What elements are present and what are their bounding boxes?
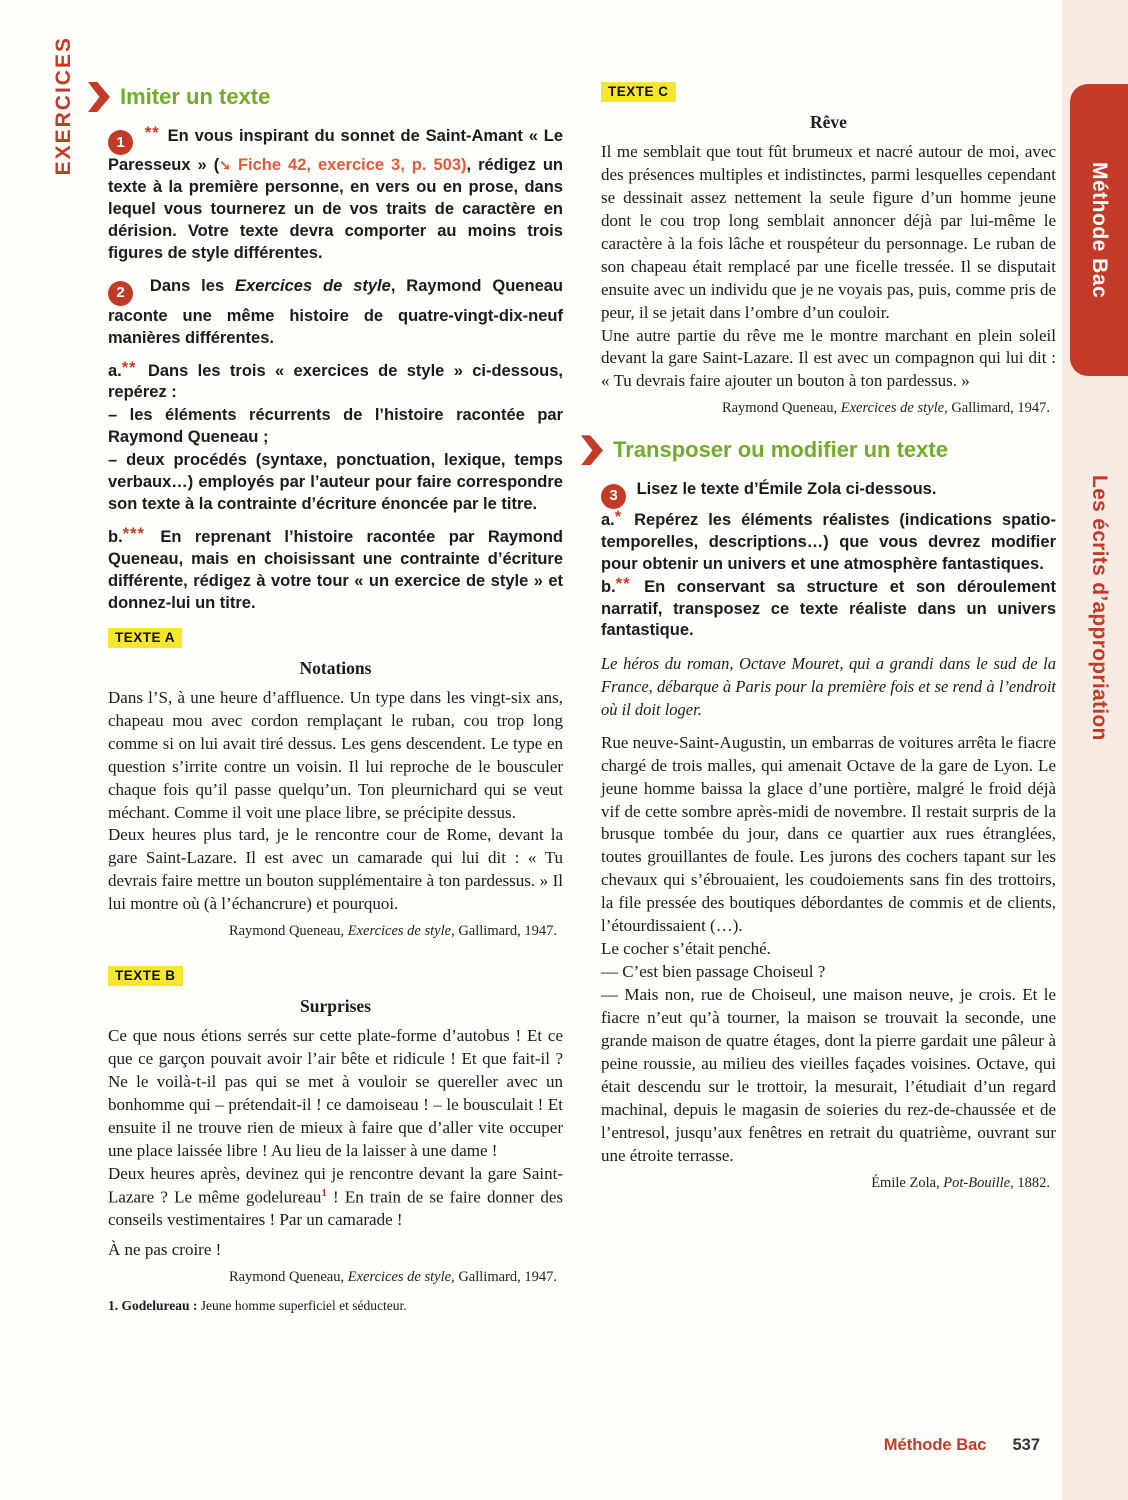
exercise-3a [601, 507, 1056, 576]
difficulty-stars: ** [121, 358, 137, 377]
texte-b-title: Surprises [300, 996, 371, 1017]
section-chevron-icon [88, 82, 110, 112]
texte-b-attribution [108, 1269, 557, 1286]
difficulty-stars: * [614, 507, 623, 526]
exercise-3-number-badge: 3 [601, 484, 626, 509]
exercise-1 [108, 126, 563, 265]
texte-b-paragraph-2 [108, 1163, 563, 1232]
attribution-work: Exercices de style [347, 923, 452, 940]
exercise-2-text-1: Dans les [149, 277, 236, 296]
difficulty-stars: ** [144, 124, 160, 142]
footnote-term: 1. Godelureau : [108, 1298, 198, 1314]
texte-b-paragraph-1: Ce que nous étions serrés sur cette plate-forme d’autobus ! Et ce que ce garçon pouvait avoir l’air bête et ridicule ! Et que fait-il ? Ne le voilà-t-il pas qui se met à vouloir se quereller avec un bonhomme qui – prétendait-il ! ce damoiseau ! – le bousculait ! Et ensuite il ne trouve rien de mieux à faire que d’aller vite occuper une place laissée libre ! Au lieu de la laisser à une dame ! [108, 1026, 563, 1160]
sub-question-label: b. [601, 577, 616, 596]
page-footer [884, 1436, 1040, 1455]
zola-paragraph-2: Le cocher s’était penché. [601, 939, 771, 959]
attribution-work: Exercices de style [840, 400, 945, 417]
exercise-3a-text: Repérez les éléments réalistes (indications spatio-temporelles, descriptions…) que vous devrez modifier pour obtenir un univers et une atmosphère fantastiques. [601, 510, 1056, 573]
texte-c-paragraph-2: Une autre partie du rêve me le montre marchant en plein soleil devant la gare Saint-Lazare. Il est avec un compagnon qui lui dit : « Tu devrais faire ajouter un bouton à ton pardessus. » [601, 325, 1056, 391]
exercise-2a [108, 358, 563, 405]
right-column [601, 80, 1056, 1192]
section-header-transposer [581, 435, 1056, 465]
attribution-tail: , Gallimard, 1947. [944, 400, 1050, 417]
footnote-definition: Jeune homme superficiel et séducteur. [197, 1298, 407, 1314]
section-chevron-icon [581, 435, 603, 465]
fiche-arrow-icon: ➘ [219, 157, 231, 174]
exercise-3b [601, 574, 1056, 643]
attribution-tail: , 1882. [1010, 1174, 1050, 1191]
tab-methode-bac-label: Méthode Bac [1088, 161, 1111, 299]
exercise-2-intro [108, 276, 563, 349]
attribution-author: Raymond Queneau, [228, 923, 348, 940]
texte-a-paragraph-2: Deux heures plus tard, je le rencontre cour de Rome, devant la gare Saint-Lazare. Il est avec un camarade qui lui dit : « Tu devrais faire mettre un bouton supplémentaire à ton pardessus. » Il lui montre où (à l’échancrure) et pourquoi. [108, 825, 563, 914]
sub-question-label: b. [108, 528, 123, 547]
difficulty-stars: *** [122, 525, 145, 544]
fiche-link-text: Fiche 42, exercice 3, p. 503) [237, 156, 467, 175]
footer-section-label: Méthode Bac [883, 1436, 987, 1454]
exercise-3-intro [601, 479, 1056, 508]
texte-b-paragraph-2-text-2: ! En train de se faire donner des conseils vestimentaires ! Par un camarade ! [108, 1187, 563, 1230]
exercise-1-text-before-link: En vous inspirant du sonnet de Saint-Amant « Le Paresseux » ( [108, 127, 564, 175]
texte-c-tag: TEXTE C [601, 82, 676, 102]
exercise-3-text: Lisez le texte d’Émile Zola ci-dessous. [636, 480, 937, 499]
attribution-author: Émile Zola, [871, 1174, 944, 1191]
sub-question-label: a. [108, 361, 122, 380]
attribution-author: Raymond Queneau, [721, 400, 841, 417]
exercise-3b-text: En conservant sa structure et son déroulement narratif, transposez ce texte réaliste dans un univers fantastique. [601, 577, 1056, 640]
exercise-2a-text: Dans les trois « exercices de style » ci-dessous, repérez : [108, 361, 563, 402]
left-column [108, 80, 563, 1314]
attribution-author: Raymond Queneau, [228, 1269, 348, 1286]
attribution-work: Exercices de style [347, 1269, 452, 1286]
texte-b-paragraph-2-text-1: Deux heures après, devinez qui je rencontre devant la gare Saint-Lazare ? Le même godelureau [108, 1163, 563, 1207]
texte-c-paragraph-1: Il me semblait que tout fût brumeux et nacré autour de moi, avec des présences multiples et indistinctes, parmi lesquelles cependant se dessinait assez nettement la seule figure d’un homme jeune dont le cou trop long semblait annoncer déjà par lui-même le caractère à la fois lâche et rouspéteur du personnage. Le ruban de son chapeau était remplacé par une ficelle tressée. Il se disputait ensuite avec un individu que je ne voyais pas, puis, comme pris de peur, il se jetait dans l’ombre d’un couloir. [601, 142, 1056, 322]
exercise-1-text-after-link: , rédigez un texte à la première personne, en vers ou en prose, dans lequel vous tournerez un de vos traits de caractère en dérision. Votre texte devra comporter au moins trois figures de style différentes. [108, 156, 563, 263]
texte-a-title: Notations [299, 657, 372, 678]
texte-c-attribution [601, 400, 1050, 417]
zola-attribution [601, 1175, 1050, 1192]
attribution-tail: , Gallimard, 1947. [451, 923, 557, 940]
texte-a-paragraph-1: Dans l’S, à une heure d’affluence. Un type dans les vingt-six ans, chapeau mou avec cordon remplaçant le ruban, cou trop long comme si on lui avait tiré dessus. Les gens descendent. Le type en question s’irrite contre un voisin. Il lui reproche de le bousculer chaque fois qu’il passe quelqu’un. Ton pleurnichard qui se veut méchant. Comme il voit une place libre, se précipite dessus. [108, 687, 563, 822]
zola-paragraph-1: Rue neuve-Saint-Augustin, un embarras de voitures arrêta le fiacre chargé de trois malles, qui amenait Octave de la gare de Lyon. Le jeune homme baissa la glace d’une portière, malgré le froid déjà vif de cette sombre après-midi de novembre. Il restait surpris de la brusque tombée du jour, dans ce quartier aux rues étranglées, toutes grouillantes de foule. Les jurons des cochers tapant sur les chevaux qui s’ébrouaient, les coudoiements sans fin des trottoirs, la file pressée des boutiques débordantes de commis et de clients, l’étourdissaient (…). [601, 732, 1056, 936]
exercise-2b-text: En reprenant l’histoire racontée par Raymond Queneau, mais en choisissant une contrainte d’écriture différente, rédigez à votre tour « un exercice de style » et donnez-lui un titre. [108, 528, 563, 612]
zola-dialogue-1: — C’est bien passage Choiseul ? [601, 962, 826, 982]
exercise-2a-dash-2: – deux procédés (syntaxe, ponctuation, lexique, temps verbaux…) employés par l’auteur pour faire correspondre son texte à la contrainte d’écriture énoncée par le titre. [108, 451, 563, 514]
section-header-imiter [88, 82, 563, 112]
exercise-2-text-2: , Raymond Queneau raconte une même histoire de quatre-vingt-dix-neuf manières différentes. [108, 277, 563, 347]
exercise-2b [108, 527, 563, 615]
section-title-transposer: Transposer ou modifier un texte [613, 437, 948, 463]
exercise-2-work-title: Exercices de style [235, 277, 391, 296]
footnote-godelureau [108, 1298, 563, 1314]
footer-page-number: 537 [1012, 1436, 1040, 1454]
attribution-work: Pot-Bouille [943, 1174, 1011, 1191]
spine-label-exercices: EXERCICES [52, 36, 75, 176]
zola-paragraph-3: — Mais non, rue de Choiseul, une maison neuve, je crois. Et le fiacre n’eut qu’à tourner, la maison se trouvait la seconde, une grande maison de quatre étages, dont la pierre gardait une pâleur à peine roussie, au milieu des vieilles façades voisines. Octave, qui était descendu sur le trottoir, la mesurait, l’étudiait d’un regard machinal, depuis le magasin de soieries du rez-de-chaussée et de l’entresol, jusqu’aux fenêtres en retrait du quatrième, ouvrant sur une étroite terrasse. [601, 985, 1056, 1165]
texte-b-tag: TEXTE B [108, 966, 183, 986]
difficulty-stars: ** [615, 574, 631, 593]
section-title-imiter: Imiter un texte [120, 84, 271, 109]
exercise-2a-dash-1: – les éléments récurrents de l’histoire racontée par Raymond Queneau ; [108, 406, 563, 447]
exercise-2-number-badge: 2 [108, 281, 133, 306]
texte-a-tag: TEXTE A [108, 628, 182, 648]
zola-chapeau: Le héros du roman, Octave Mouret, qui a grandi dans le sud de la France, débarque à Paris pour la première fois et se rend à l’endroit où il doit loger. [601, 654, 1056, 719]
spacer [108, 940, 563, 952]
exercise-1-number-badge: 1 [108, 130, 133, 155]
sub-question-label: a. [601, 510, 615, 529]
texte-b-paragraph-3: À ne pas croire ! [108, 1240, 222, 1260]
footnote-reference: 1 [321, 1186, 327, 1199]
texte-a-attribution [108, 923, 557, 940]
tab-ecrits-appropriation-label: Les écrits d’appropriation [1088, 475, 1111, 741]
texte-c-title: Rêve [810, 112, 847, 132]
tab-ecrits-appropriation [1070, 398, 1128, 818]
spacer [601, 417, 1056, 433]
tab-methode-bac [1070, 84, 1128, 376]
fiche-reference-link[interactable] [219, 156, 466, 174]
attribution-tail: , Gallimard, 1947. [451, 1269, 557, 1286]
